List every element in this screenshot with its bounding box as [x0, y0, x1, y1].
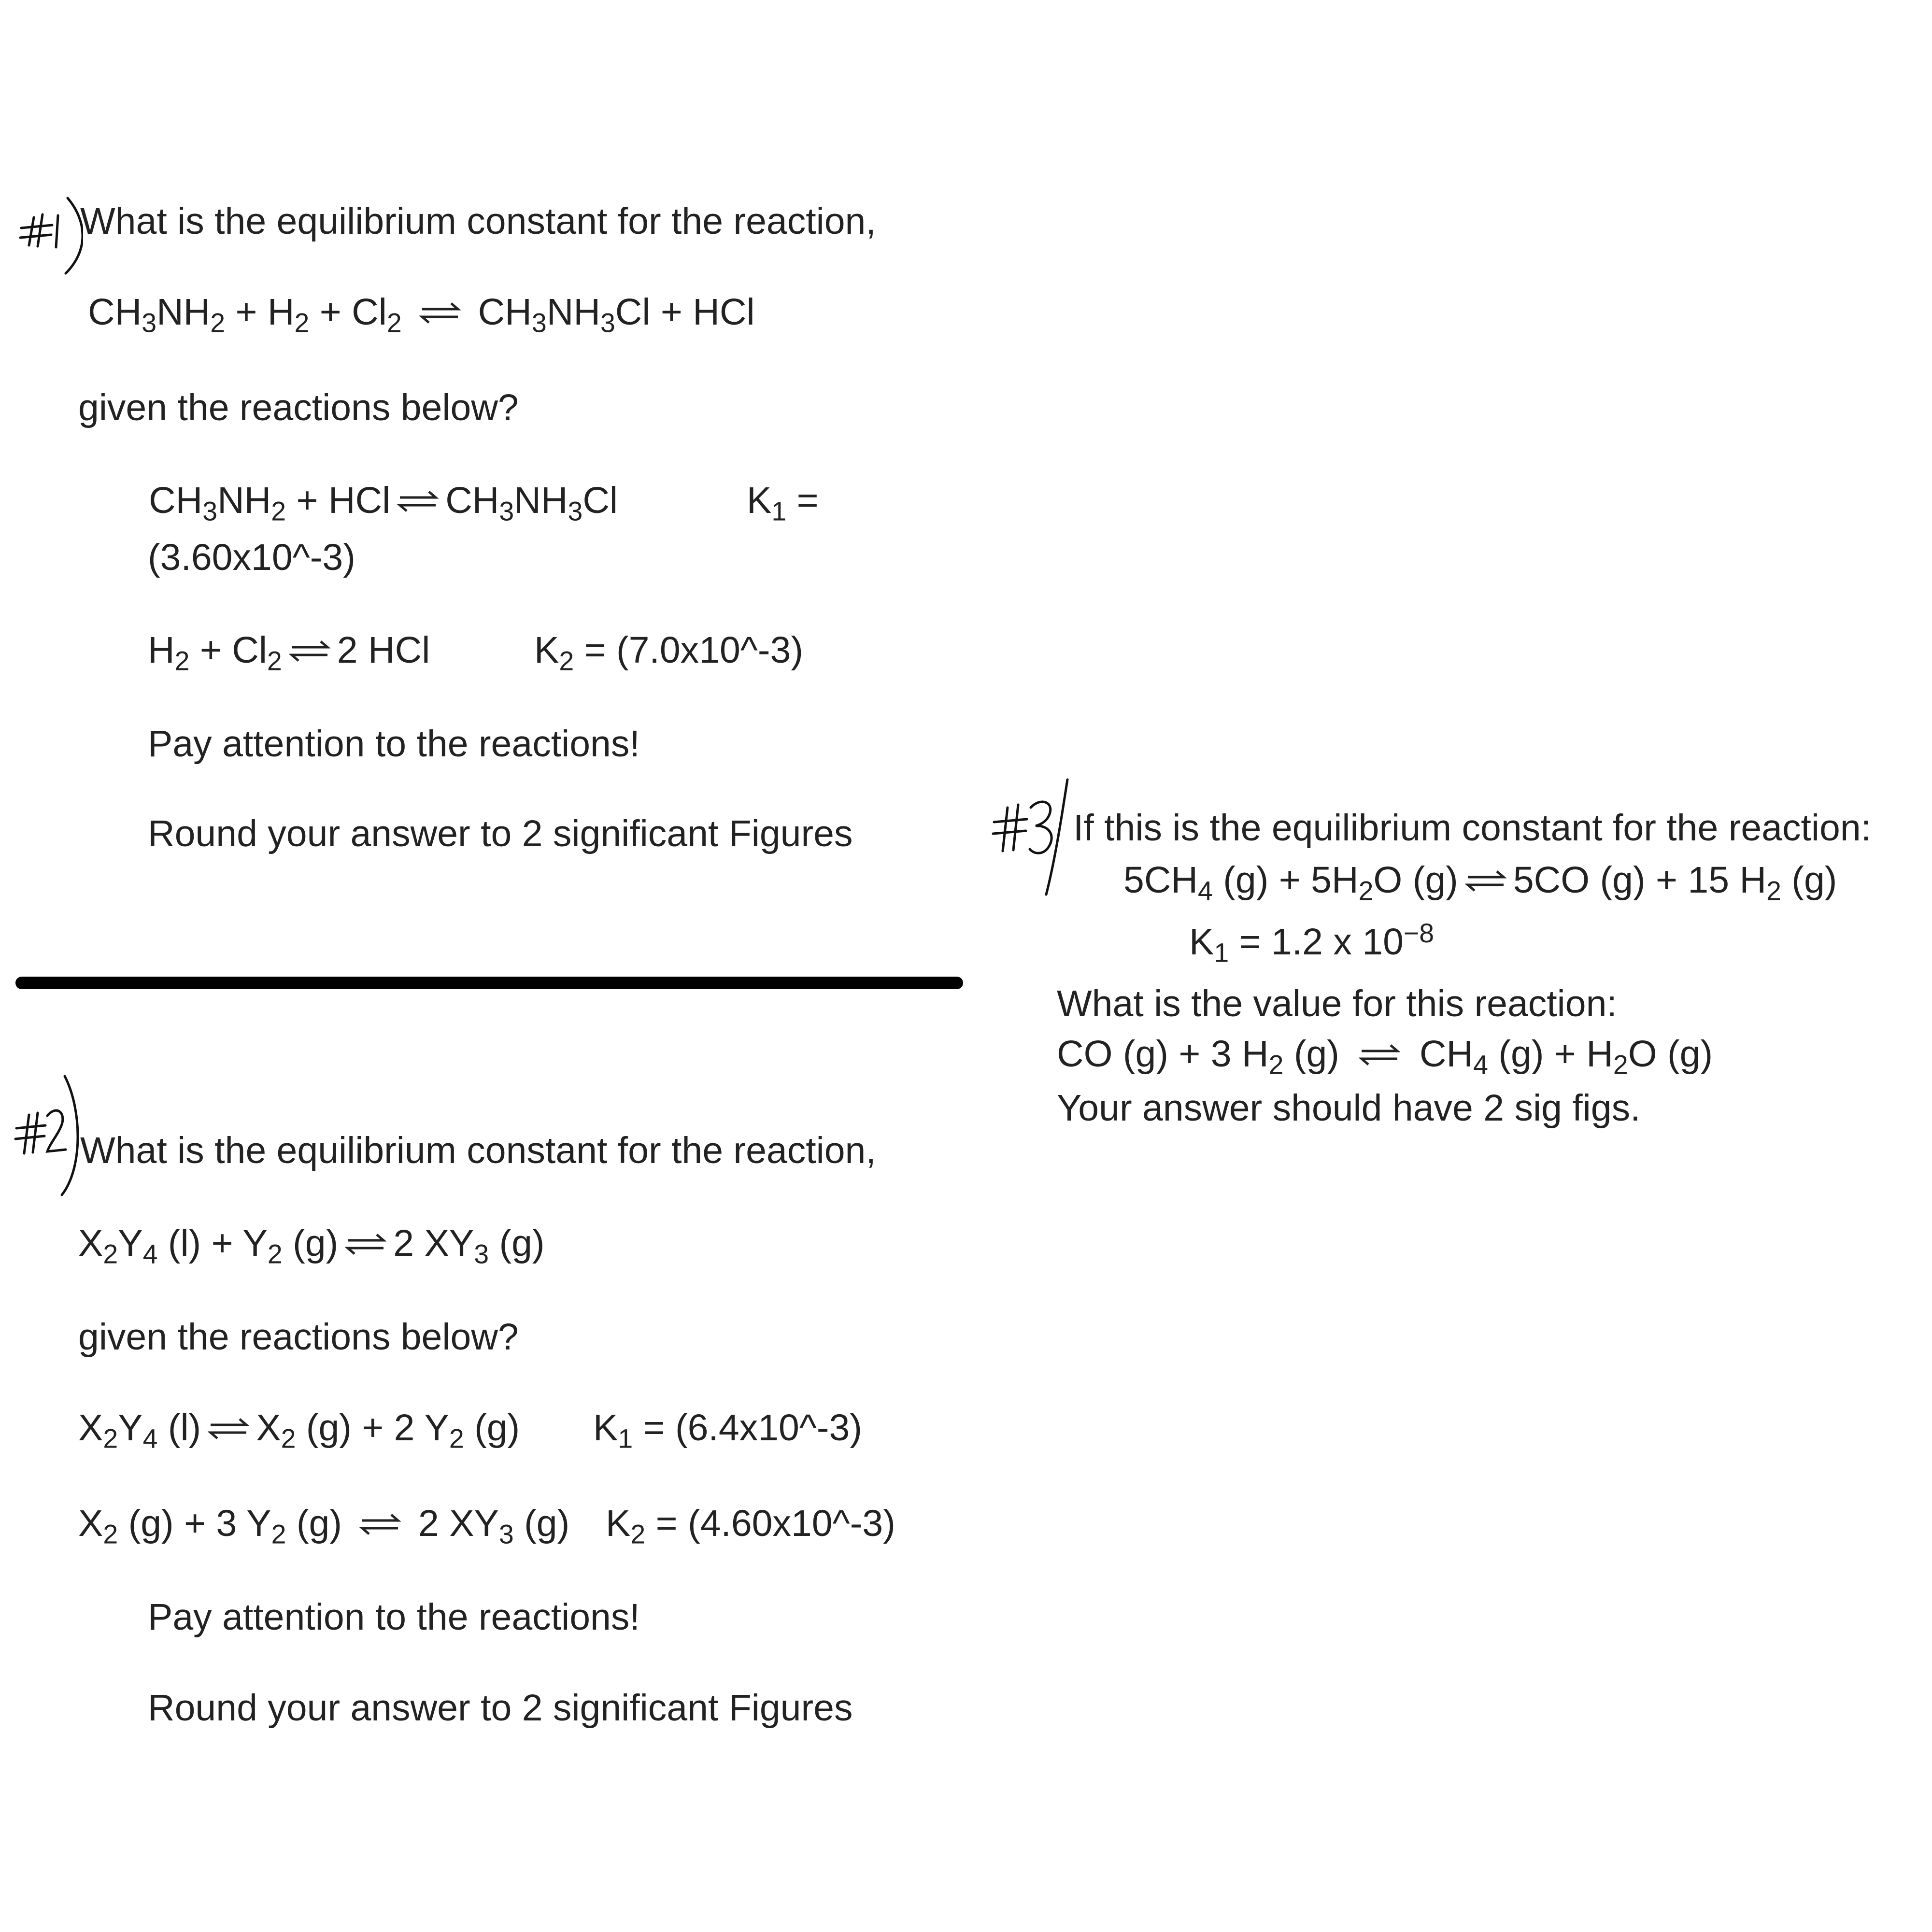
q3-question: What is the value for this reaction: — [1057, 983, 1617, 1024]
q2-note: Pay attention to the reactions! — [148, 1596, 640, 1638]
q1-given-text: given the reactions below? — [78, 387, 519, 428]
equilibrium-arrows-icon — [289, 637, 330, 666]
q3-k1: $K_1 = 1.2$ x $10^{-8}$ — [1189, 918, 1435, 968]
q1-round-instruction: Round your answer to 2 significant Figures — [148, 813, 853, 854]
q2-given-text: given the reactions below? — [78, 1316, 519, 1358]
q3-intro: If this is the equilibrium constant for the reaction: — [1073, 807, 1872, 849]
q1-k1-label: $K_1$ = — [747, 480, 819, 526]
q3-given-reaction: $5CH_4$ $(g) + 5H_2O$ (g) 5CO (g) + 15 $H_2$ (g) — [1123, 859, 1837, 906]
q2-k2: $K_2$ = (4.60x10^-3) — [606, 1503, 895, 1549]
q1-note: Pay attention to the reactions! — [148, 723, 640, 765]
q2-reaction-2: $X_2$ (g) + 3 $Y_2$ (g) 2 $XY_3$ (g) — [78, 1503, 570, 1549]
q3-handwritten-marker — [989, 774, 1081, 899]
q1-question: What is the equilibrium constant for the reaction, — [80, 200, 876, 242]
q2-question: What is the equilibrium constant for the reaction, — [80, 1130, 876, 1171]
q2-handwritten-marker — [10, 1071, 82, 1202]
equilibrium-arrows-icon — [397, 487, 439, 516]
equilibrium-arrows-icon — [419, 298, 461, 327]
q1-target-reaction: $CH_3NH_2 + H_2 + Cl_2$ $CH_3NH_3Cl$ + HCl — [88, 291, 755, 338]
q1-k2: $K_2$ = (7.0x10^-3) — [534, 629, 804, 676]
equilibrium-arrows-icon — [345, 1230, 386, 1259]
section-divider — [15, 977, 963, 989]
equilibrium-arrows-icon — [1465, 867, 1506, 895]
equilibrium-arrows-icon — [359, 1510, 401, 1539]
q1-reaction-1: $CH_3NH_2$ + HCl $CH_3NH_3Cl$ — [149, 480, 618, 526]
q2-reaction-1: $X_2Y_4$ (l) $X_2$ (g) + 2 $Y_2$ (g) — [78, 1407, 520, 1454]
q3-target-reaction: CO (g) + 3 $H_2$ (g) $CH_4$ $(g) + H_2O$ (g) — [1057, 1033, 1713, 1080]
q2-round-instruction: Round your answer to 2 significant Figures — [148, 1687, 853, 1729]
q3-note: Your answer should have 2 sig figs. — [1057, 1087, 1641, 1129]
q1-k1-value: (3.60x10^-3) — [148, 537, 355, 578]
equilibrium-arrows-icon — [208, 1414, 249, 1443]
q2-target-reaction: $X_2Y_4$ $(l) + Y_2$ (g) 2 $XY_3$ (g) — [78, 1222, 545, 1269]
q2-k1: $K_1$ = (6.4x10^-3) — [593, 1407, 863, 1454]
equilibrium-arrows-icon — [1359, 1040, 1400, 1069]
q1-reaction-2: $H_2 + Cl_2$ 2 HCl — [148, 629, 430, 676]
q1-handwritten-marker — [11, 184, 83, 280]
